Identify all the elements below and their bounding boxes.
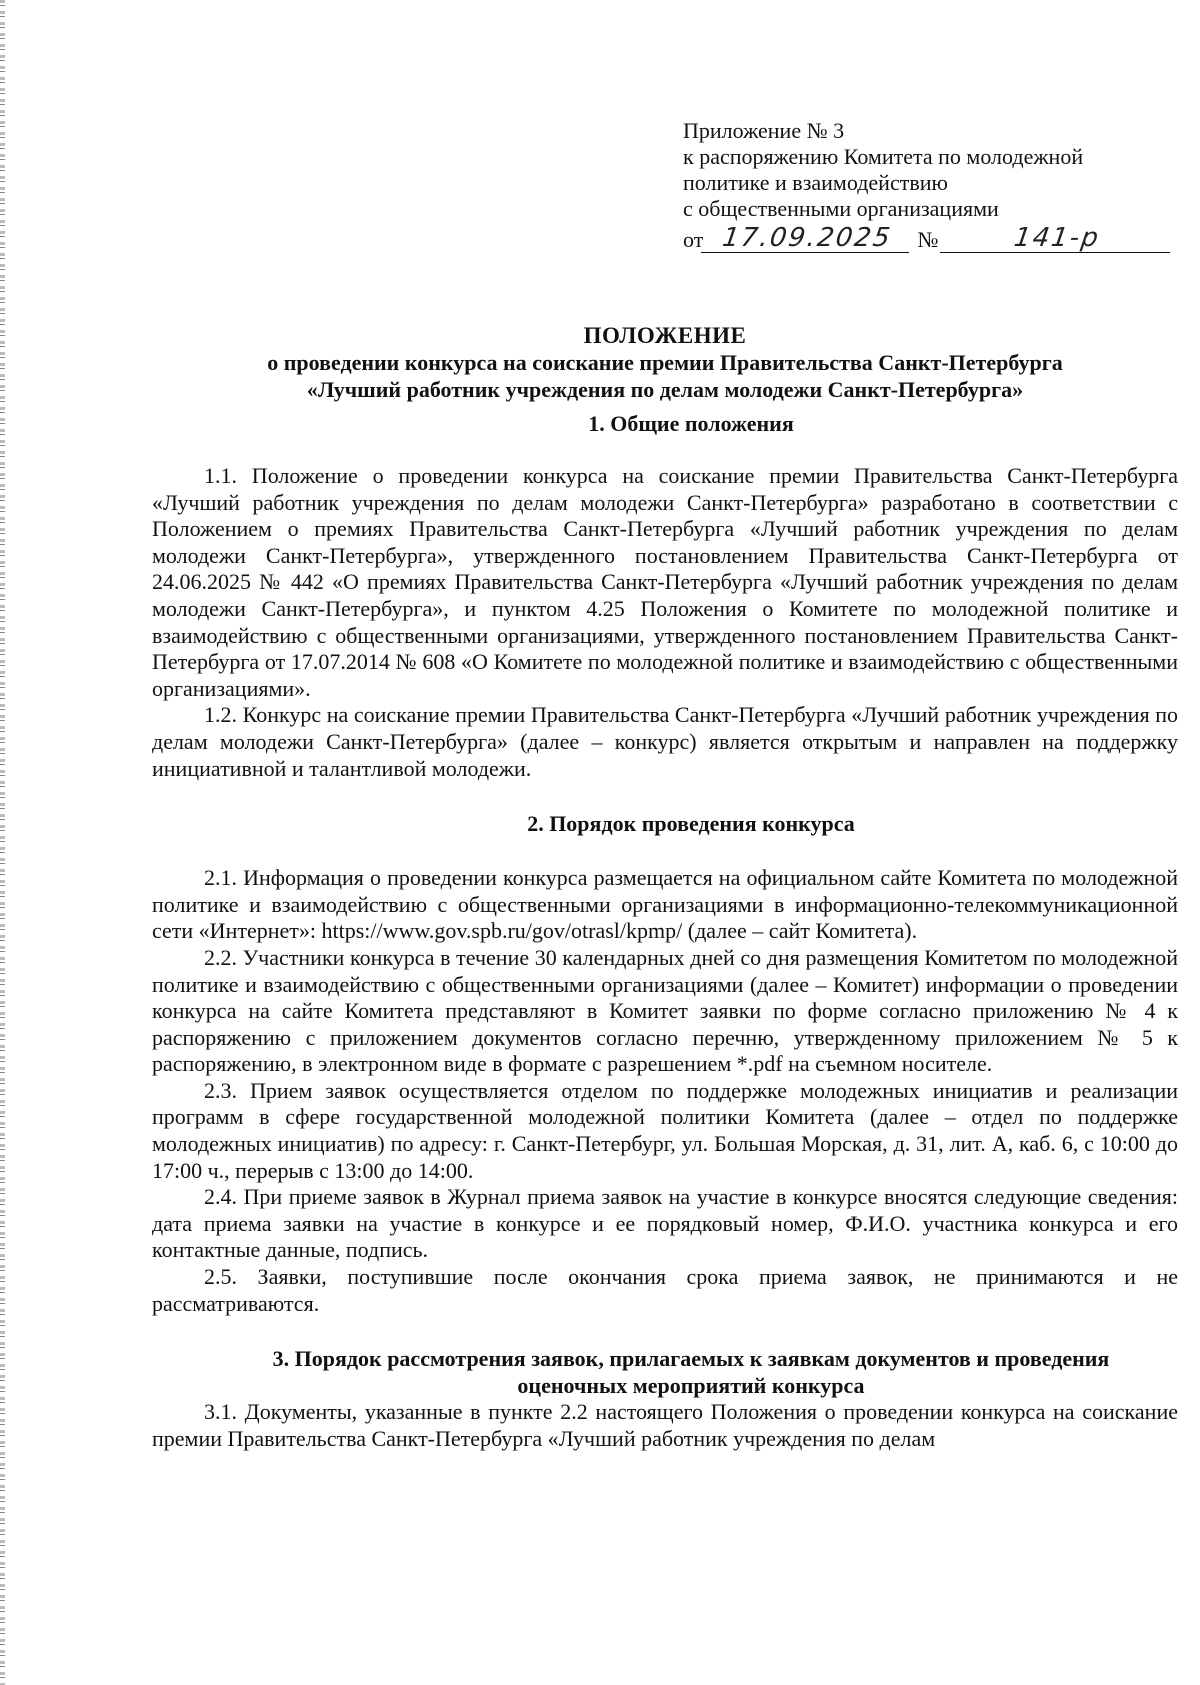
handwritten-number: 141-р: [940, 224, 1174, 253]
order-reference: [683, 224, 1183, 253]
from-label: от: [683, 227, 704, 252]
section-3-heading-line-1: 3. Порядок рассмотрения заявок, прилагаемых к заявкам документов и проведения: [272, 1346, 1110, 1372]
paragraph-2-2: 2.2. Участники конкурса в течение 30 календарных дней со дня размещения Комитетом по молодежной политике и взаимодействию с общественными организациями (далее – Комитет) информации о проведении конкурса на сайте Комитета представляют в Комитет заявки по форме согласно приложению № 4 к распоряжению с приложением документов согласно перечню, утвержденному приложением № 5 к распоряжению, в электронном виде в формате с разрешением *.pdf на съемном носителе.: [152, 944, 1178, 1077]
handwritten-date: 17.09.2025: [701, 224, 913, 253]
appendix-line-3: политике и взаимодействию: [683, 170, 948, 195]
paragraph-2-1: 2.1. Информация о проведении конкурса размещается на официальном сайте Комитета по молодежной политике и взаимодействию с общественными организациями в информационно-телекоммуникационной сети «Интернет»: https://www.gov.spb.ru/gov/otrasl/kpmp/ (далее – сайт Комитета).: [152, 865, 1178, 944]
paragraph-1-1: 1.1. Положение о проведении конкурса на соискание премии Правительства Санкт-Петербурга «Лучший работник учреждения по делам молодежи Санкт-Петербурга» разработано в соответствии с Положением о премиях Правительства Санкт-Петербурга «Лучший работник учреждения по делам молодежи Санкт-Петербурга», утвержденного постановлением Правительства Санкт-Петербурга от 24.06.2025 № 442 «О премиях Правительства Санкт-Петербурга «Лучший работник учреждения по делам молодежи Санкт-Петербурга», и пунктом 4.25 Положения о Комитете по молодежной политике и взаимодействию с общественными организациями, утвержденного постановлением Правительства Санкт-Петербурга от 17.07.2014 № 608 «О Комитете по молодежной политике и взаимодействию с общественными организациями».: [152, 463, 1178, 701]
appendix-line-1: Приложение № 3: [683, 118, 845, 143]
section-1-heading: 1. Общие положения: [588, 411, 794, 436]
title-main: ПОЛОЖЕНИЕ: [583, 323, 747, 348]
title-subtitle-1: о проведении конкурса на соискание премии Правительства Санкт-Петербурга: [267, 350, 1063, 375]
paragraph-1-2: 1.2. Конкурс на соискание премии Правительства Санкт-Петербурга «Лучший работник учреждения по делам молодежи Санкт-Петербурга» (далее – конкурс) является открытым и направлен на поддержку инициативной и талантливой молодежи.: [152, 702, 1178, 781]
appendix-line-4: с общественными организациями: [683, 196, 999, 221]
number-label: №: [917, 227, 939, 252]
paragraph-2-3: 2.3. Прием заявок осуществляется отделом по поддержке молодежных инициатив и реализации программ в сфере государственной молодежной политики Комитета (далее – отдел по поддержке молодежных инициатив) по адресу: г. Санкт-Петербург, ул. Большая Морская, д. 31, лит. А, каб. 6, с 10:00 до 17:00 ч., перерыв с 13:00 до 14:00.: [152, 1077, 1178, 1183]
section-2-heading: 2. Порядок проведения конкурса: [527, 811, 855, 837]
title-subtitle-2: «Лучший работник учреждения по делам молодежи Санкт-Петербурга»: [306, 377, 1024, 402]
appendix-line-2: к распоряжению Комитета по молодежной: [683, 144, 1084, 169]
scan-edge: [0, 0, 5, 1685]
appendix-block: [683, 118, 1183, 253]
document-body: [152, 410, 1178, 1452]
paragraph-2-5: 2.5. Заявки, поступившие после окончания срока приема заявок, не принимаются и не рассматриваются.: [152, 1264, 1178, 1316]
paragraph-3-1: 3.1. Документы, указанные в пункте 2.2 настоящего Положения о проведении конкурса на соискание премии Правительства Санкт-Петербурга «Лучший работник учреждения по делам: [152, 1399, 1178, 1451]
document-title: [152, 322, 1178, 403]
paragraph-2-4: 2.4. При приеме заявок в Журнал приема заявок на участие в конкурсе вносятся следующие сведения: дата приема заявки на участие в конкурсе и ее порядковый номер, Ф.И.О. участника конкурса и его контактные данные, подпись.: [152, 1184, 1178, 1263]
section-3-heading-line-2: оценочных мероприятий конкурса: [517, 1373, 865, 1399]
